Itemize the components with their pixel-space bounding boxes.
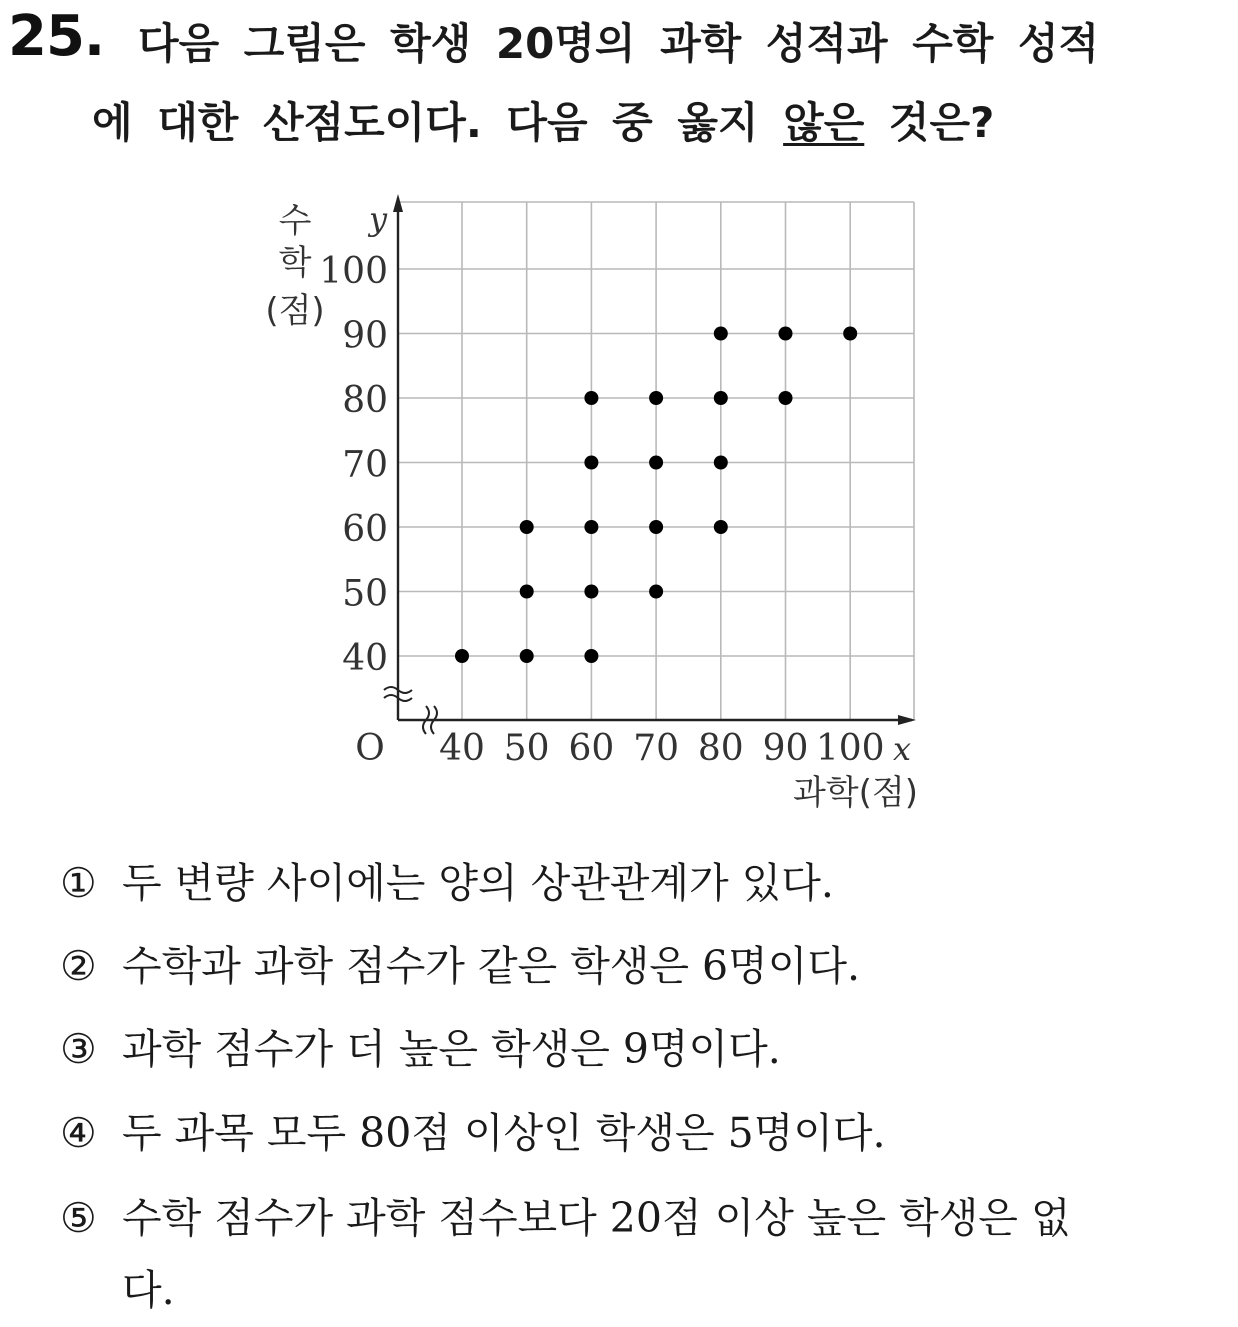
data-point-60-50	[584, 585, 598, 599]
data-point-40-40	[455, 649, 469, 663]
y-tick-label-40: 40	[342, 638, 388, 679]
choice-2-mark: ②	[60, 942, 97, 990]
y-tick-label-70: 70	[342, 444, 388, 486]
question-text-line1: 다음 그림은 학생 20명의 과학 성적과 수학 성적	[138, 19, 1100, 68]
choice-2-text: 수학과 과학 점수가 같은 학생은 6명이다.	[122, 942, 860, 990]
x-tick-label-90: 90	[762, 728, 809, 769]
x-tick-label-80: 80	[697, 728, 744, 769]
y-tick-label-60: 60	[342, 509, 388, 550]
data-point-50-60	[520, 520, 534, 534]
origin-label: O	[355, 728, 385, 769]
x-tick-label-50: 50	[503, 728, 550, 769]
data-point-80-60	[714, 520, 728, 534]
y-axis-arrow	[393, 194, 403, 212]
data-point-70-80	[649, 391, 663, 405]
data-point-100-90	[843, 327, 857, 341]
data-point-80-70	[714, 456, 728, 470]
choice-4[interactable]	[60, 1105, 886, 1161]
x-axis-title: 과학(점)	[792, 773, 918, 813]
choice-5[interactable]	[60, 1190, 1071, 1246]
choice-1-mark: ①	[60, 859, 97, 907]
y-tick-label-80: 80	[342, 380, 388, 421]
y-tick-label-50: 50	[342, 573, 388, 615]
data-point-60-40	[584, 649, 598, 663]
choice-4-text: 두 과목 모두 80점 이상인 학생은 5명이다.	[122, 1109, 886, 1157]
x-tick-label-100: 100	[815, 728, 885, 769]
choice-5-text-cont: 다.	[122, 1266, 175, 1314]
choice-5-text: 수학 점수가 과학 점수보다 20점 이상 높은 학생은 없	[122, 1194, 1071, 1242]
choice-2[interactable]	[60, 938, 860, 994]
scatter-plot	[240, 190, 940, 820]
data-point-50-50	[520, 585, 534, 599]
question-text-line2-pre: 에 대한 산점도이다. 다음 중 옳지	[92, 98, 784, 147]
data-point-70-70	[649, 456, 663, 470]
choice-5-mark: ⑤	[60, 1194, 97, 1242]
question-number: 25.	[8, 4, 105, 69]
data-point-80-80	[714, 391, 728, 405]
data-point-90-90	[779, 327, 793, 341]
y-tick-label-90: 90	[342, 315, 388, 357]
tick-labels	[319, 251, 884, 769]
y-axis-title-part-0: 수	[278, 201, 312, 241]
x-tick-label-40: 40	[439, 728, 485, 769]
x-tick-label-60: 60	[568, 728, 615, 769]
question-text-underlined: 않은	[783, 98, 865, 147]
data-point-70-60	[649, 520, 663, 534]
x-tick-label-70: 70	[633, 728, 680, 769]
choice-3-mark: ③	[60, 1025, 97, 1073]
x-axis-variable: x	[892, 730, 912, 768]
choice-1-text: 두 변량 사이에는 양의 상관관계가 있다.	[122, 859, 834, 907]
choice-4-mark: ④	[60, 1109, 97, 1157]
data-point-70-50	[649, 585, 663, 599]
data-point-60-70	[584, 456, 598, 470]
choice-3-text: 과학 점수가 더 높은 학생은 9명이다.	[122, 1025, 781, 1073]
choice-1[interactable]	[60, 855, 834, 911]
y-axis-variable: y	[368, 200, 388, 238]
choice-3[interactable]	[60, 1021, 781, 1077]
question-text-line2-post: 것은?	[864, 98, 995, 147]
y-axis-title-part-1: 학	[278, 243, 312, 283]
data-point-60-60	[584, 520, 598, 534]
data-point-80-90	[714, 327, 728, 341]
data-point-90-80	[779, 391, 793, 405]
data-point-60-80	[584, 391, 598, 405]
y-axis-title-part-2: (점)	[265, 291, 325, 331]
data-point-50-40	[520, 649, 534, 663]
question-text-line2	[92, 95, 994, 151]
y-tick-label-100: 100	[319, 251, 388, 292]
